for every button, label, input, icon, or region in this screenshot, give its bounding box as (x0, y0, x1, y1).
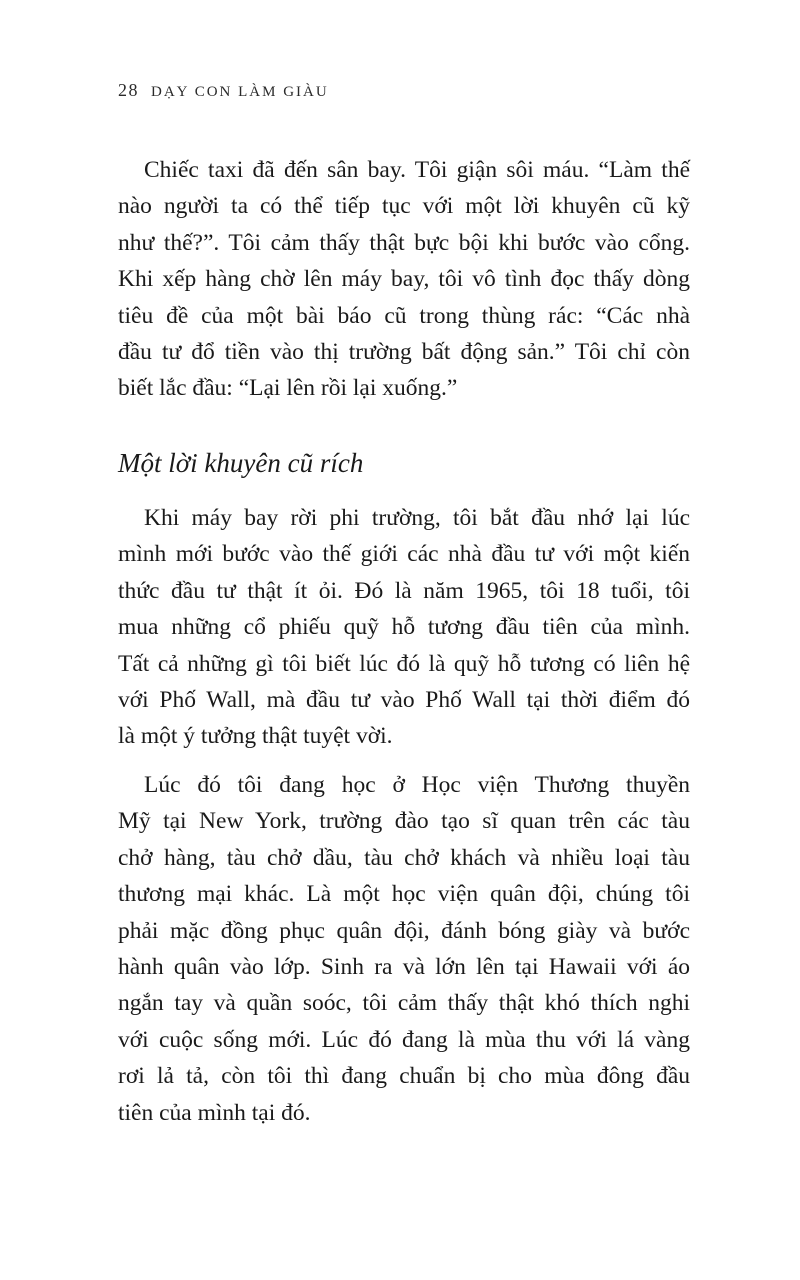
text-line: mua những cổ phiếu quỹ hỗ tương đầu tiên của mình. (118, 614, 690, 641)
paragraph (118, 152, 690, 407)
text-line: đầu tư đổ tiền vào thị trường bất động sản.” Tôi chỉ còn (118, 339, 690, 366)
text-line: thương mại khác. Là một học viện quân đội, chúng tôi (118, 881, 690, 908)
running-header (118, 80, 329, 101)
page-number: 28 (118, 80, 139, 100)
text-line: ngắn tay và quần soóc, tôi cảm thấy thật khó thích nghi (118, 990, 690, 1017)
text-line: biết lắc đầu: “Lại lên rồi lại xuống.” (118, 375, 458, 402)
paragraph (118, 500, 690, 755)
text-line: Lúc đó tôi đang học ở Học viện Thương thuyền (144, 772, 690, 798)
text-line: Khi xếp hàng chờ lên máy bay, tôi vô tình đọc thấy dòng (118, 266, 690, 293)
text-line: tiên của mình tại đó. (118, 1099, 311, 1126)
text-line: nào người ta có thể tiếp tục với một lời khuyên cũ kỹ (118, 193, 690, 220)
text-line: là một ý tưởng thật tuyệt vời. (118, 723, 393, 750)
text-line: thức đầu tư thật ít ỏi. Đó là năm 1965, tôi 18 tuổi, tôi (118, 577, 690, 604)
text-line: phải mặc đồng phục quân đội, đánh bóng giày và bước (118, 917, 690, 944)
text-line: Mỹ tại New York, trường đào tạo sĩ quan trên các tàu (118, 808, 690, 835)
text-line: rơi lả tả, còn tôi thì đang chuẩn bị cho mùa đông đầu (118, 1063, 690, 1090)
text-line: hành quân vào lớp. Sinh ra và lớn lên tại Hawaii với áo (118, 954, 690, 981)
text-line: chở hàng, tàu chở dầu, tàu chở khách và nhiều loại tàu (118, 844, 690, 871)
text-line: với Phố Wall, mà đầu tư vào Phố Wall tại thời điểm đó (118, 687, 690, 714)
text-line: như thế?”. Tôi cảm thấy thật bực bội khi bước vào cổng. (118, 229, 690, 256)
text-line: Chiếc taxi đã đến sân bay. Tôi giận sôi máu. “Làm thế (144, 157, 690, 183)
text-line: mình mới bước vào thế giới các nhà đầu tư với một kiến (118, 541, 690, 568)
paragraph (118, 767, 690, 1131)
text-line: với cuộc sống mới. Lúc đó đang là mùa thu với lá vàng (118, 1026, 690, 1053)
section-heading: Một lời khuyên cũ rích (118, 448, 364, 478)
text-line: tiêu đề của một bài báo cũ trong thùng rác: “Các nhà (118, 302, 690, 329)
book-title: DẠY CON LÀM GIÀU (151, 84, 329, 100)
text-line: Khi máy bay rời phi trường, tôi bắt đầu nhớ lại lúc (144, 505, 690, 531)
text-line: Tất cả những gì tôi biết lúc đó là quỹ hỗ tương có liên hệ (118, 650, 690, 677)
